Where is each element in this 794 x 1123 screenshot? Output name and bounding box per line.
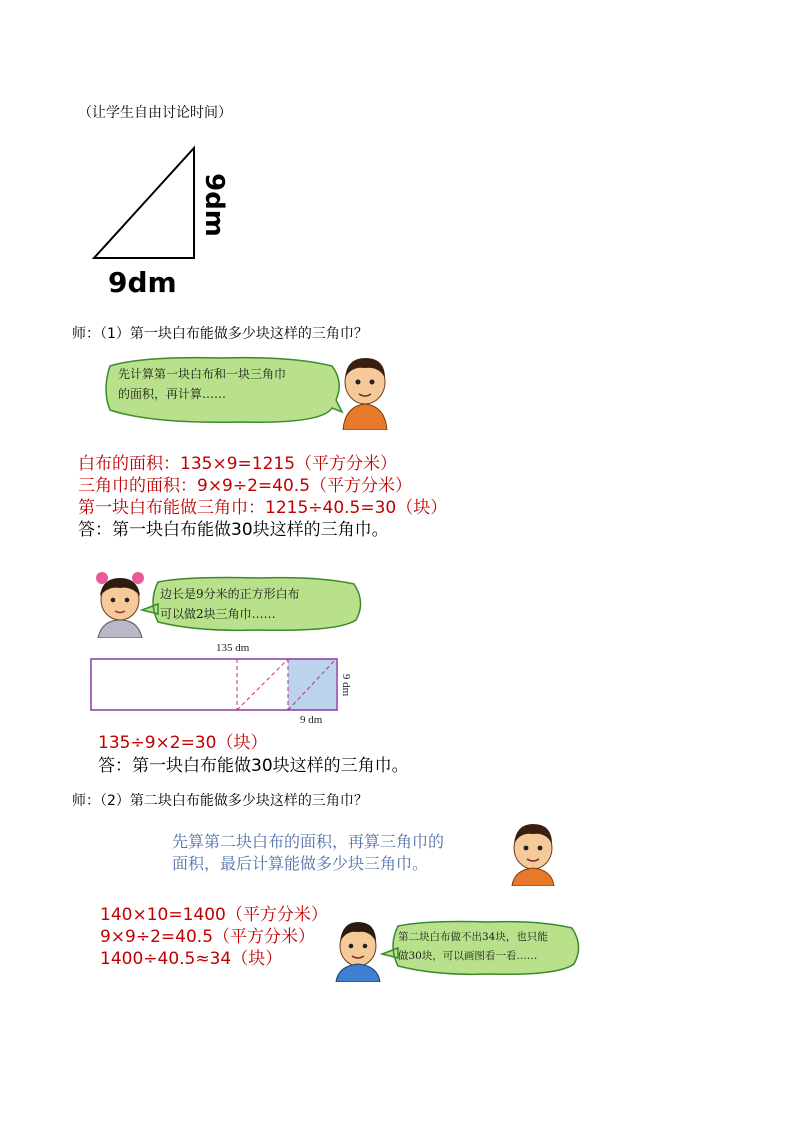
intro-note: （让学生自由讨论时间） — [78, 105, 232, 121]
method-1-line-2: 三角巾的面积：9×9÷2=40.5（平方分米） — [78, 476, 413, 496]
answer-1: 答：第一块白布能做30块这样的三角巾。 — [78, 520, 389, 540]
question-2: 师：（2）第二块白布能做多少块这样的三角巾？ — [72, 793, 368, 809]
triangle-height-wrap — [194, 168, 234, 242]
triangle-height-label: 9dm — [199, 173, 229, 237]
question-1: 师：（1）第一块白布能做多少块这样的三角巾？ — [72, 326, 368, 342]
boy-avatar-1 — [335, 350, 395, 430]
bubble-3-line-2: 做30块，可以画图看一看…… — [398, 950, 538, 962]
method-1-line-3: 第一块白布能做三角巾：1215÷40.5=30（块） — [78, 498, 448, 518]
bubble-2-line-2: 可以做2块三角巾…… — [160, 607, 276, 621]
rect-side-wrap — [338, 672, 354, 698]
hint-block — [172, 831, 444, 875]
triangle-base-label: 9dm — [108, 266, 177, 299]
method-1-block — [78, 453, 447, 541]
hint-line-1: 先算第二块白布的面积，再算三角巾的 — [172, 832, 445, 851]
bubble-1-text — [118, 364, 286, 404]
bubble-1-line-2: 的面积，再计算…… — [118, 387, 227, 401]
bubble-1-line-1: 先计算第一块白布和一块三角巾 — [118, 367, 287, 381]
right-triangle — [94, 148, 194, 258]
hint-line-2: 面积，最后计算能做多少块三角巾。 — [172, 854, 429, 873]
bubble-2-text — [160, 584, 300, 624]
cloth-rectangle-diagram — [90, 658, 340, 712]
calc-2-line-3: 1400÷40.5≈34（块） — [100, 949, 283, 969]
method-2-calc: 135÷9×2=30（块） — [98, 733, 268, 753]
bubble-2-line-1: 边长是9分米的正方形白布 — [160, 587, 300, 601]
rect-top-label: 135 dm — [216, 642, 250, 654]
boy-avatar-2 — [504, 818, 562, 886]
answer-2: 答：第一块白布能做30块这样的三角巾。 — [98, 756, 409, 776]
rect-side-label: 9 dm — [340, 673, 352, 697]
method-1-line-1: 白布的面积：135×9=1215（平方分米） — [78, 454, 398, 474]
rect-bottom-label: 9 dm — [300, 714, 323, 726]
calc-2-line-2: 9×9÷2=40.5（平方分米） — [100, 927, 316, 947]
calc-2-line-1: 140×10=1400（平方分米） — [100, 905, 328, 925]
bubble-3-line-1: 第二块白布做不出34块，也只能 — [398, 931, 548, 943]
bubble-3-text — [398, 928, 548, 966]
calc-block-2 — [100, 904, 328, 970]
